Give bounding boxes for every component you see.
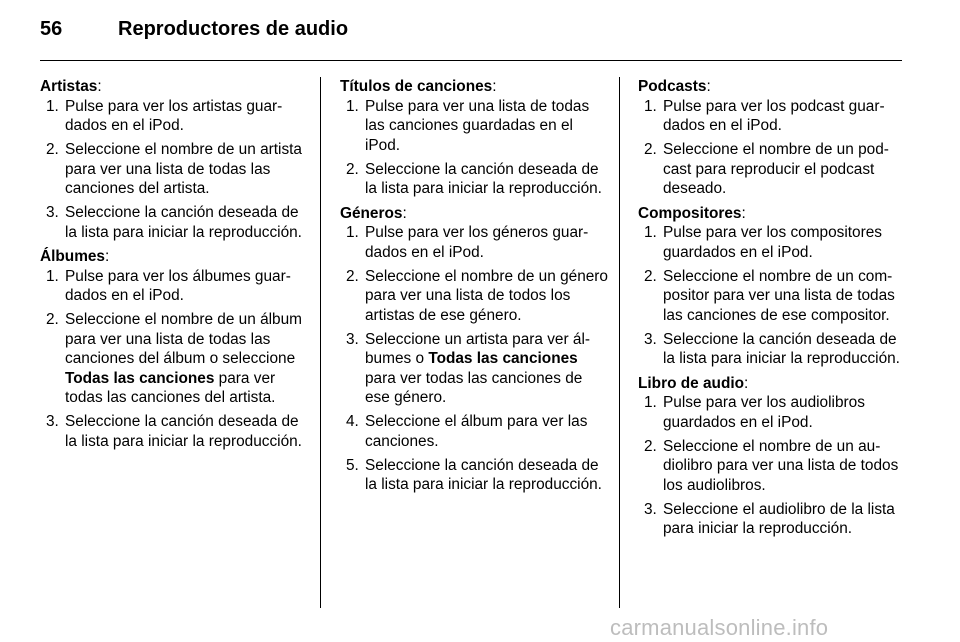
numbered-list xyxy=(40,97,308,243)
list-item xyxy=(40,203,308,242)
section-titulos: Títulos de canciones: 1. Pulse para ver una lista de todas las canciones guardadas en el iPod. 2. Seleccione la canción deseada de la lista para iniciar la reproducción. xyxy=(340,77,608,199)
item-bold-text: Todas las canciones xyxy=(428,350,578,367)
list-item xyxy=(638,140,904,199)
numbered-list xyxy=(638,223,904,369)
item-number: 3. xyxy=(644,500,657,518)
section-generos: Géneros: 1. Pulse para ver los géneros guardados en el iPod. 2. Seleccione el nombre de un género para ver una lista de todos los artistas de ese género. 3. Seleccione un artista para ver álbumes o Todas las canciones para ver todas las canciones de ese género. 4. Seleccione el álbum para ver las canciones. 5. Seleccione la canción deseada de la lista para iniciar la reproducción. xyxy=(340,204,608,493)
list-item xyxy=(40,412,308,451)
item-number: 1. xyxy=(346,97,359,115)
item-text: Seleccione el nombre de un podcast para reproducir el podcast deseado. xyxy=(663,141,889,197)
numbered-list xyxy=(340,97,608,199)
section-artistas: Artistas: 1. Pulse para ver los artistas guardados en el iPod. 2. Seleccione el nombre de un artista para ver una lista de todas las canciones del artista. 3. Seleccione la canción deseada de la lista para iniciar la reproducción. xyxy=(40,77,308,242)
item-text: Seleccione un artista para ver álbumes o xyxy=(365,330,591,367)
item-number: 3. xyxy=(346,330,359,348)
section-title: Títulos de canciones xyxy=(340,78,493,95)
item-number: 1. xyxy=(644,97,657,115)
item-text: Seleccione la canción deseada de la lista para iniciar la reproducción. xyxy=(65,413,302,450)
list-item xyxy=(340,330,608,408)
item-text: Pulse para ver los podcast guardados en el iPod. xyxy=(663,97,885,134)
item-text: Pulse para ver una lista de todas las canciones guardadas en el iPod. xyxy=(365,97,590,154)
item-text: Seleccione el nombre de un artista para ver una lista de todas las canciones del artista. xyxy=(65,141,302,197)
list-item xyxy=(638,267,904,326)
item-number: 3. xyxy=(644,330,657,348)
item-number: 2. xyxy=(644,267,657,285)
item-number: 2. xyxy=(46,141,59,158)
watermark: carmanualsonline.info xyxy=(610,615,829,640)
item-number: 2. xyxy=(46,311,59,328)
list-item xyxy=(638,393,904,432)
item-text: Seleccione la canción deseada de la lista para iniciar la reproducción. xyxy=(663,330,900,367)
item-text: Seleccione el nombre de un género para ver una lista de todos los artistas de ese género. xyxy=(365,267,608,324)
column-divider-1 xyxy=(320,77,321,608)
list-item xyxy=(40,97,308,136)
item-text: Pulse para ver los géneros guardados en el iPod. xyxy=(365,224,589,261)
header-rule xyxy=(40,60,902,61)
item-number: 2. xyxy=(644,437,657,455)
column-1 xyxy=(40,77,308,456)
list-item xyxy=(340,223,608,262)
item-text: para ver todas las canciones de ese género. xyxy=(365,369,583,406)
item-number: 2. xyxy=(644,141,657,158)
list-item xyxy=(340,456,608,495)
item-number: 2. xyxy=(346,267,359,285)
list-item xyxy=(638,330,904,369)
column-2 xyxy=(340,77,608,500)
item-text: Seleccione el nombre de un audiolibro para ver una lista de todos los audiolibros. xyxy=(663,437,899,494)
section-title: Podcasts xyxy=(638,78,707,95)
list-item xyxy=(340,267,608,326)
item-text: Seleccione el nombre de un álbum para ver una lista de todas las canciones del álbum o seleccione xyxy=(65,311,302,367)
item-text: Pulse para ver los álbumes guardados en el iPod. xyxy=(65,267,291,304)
item-text: Seleccione el álbum para ver las canciones. xyxy=(365,413,588,450)
section-title: Libro de audio xyxy=(638,374,745,392)
section-libro-de-audio: Libro de audio: 1. Pulse para ver los audiolibros guardados en el iPod. 2. Seleccione el nombre de un audiolibro para ver una lista de todos los audiolibros. 3. Seleccione el audiolibro de la lista para iniciar la reproducción. xyxy=(638,374,904,539)
list-item xyxy=(40,267,308,306)
item-number: 3. xyxy=(46,204,59,221)
list-item xyxy=(340,412,608,451)
section-compositores: Compositores: 1. Pulse para ver los compositores guardados en el iPod. 2. Seleccione el nombre de un compositor para ver una lista de todas las canciones de ese compositor. 3. Seleccione la canción deseada de la lista para iniciar la reproducción. xyxy=(638,204,904,369)
item-number: 2. xyxy=(346,160,359,178)
numbered-list xyxy=(638,97,904,199)
section-title: Compositores xyxy=(638,204,742,222)
item-number: 1. xyxy=(346,224,359,241)
item-number: 4. xyxy=(346,413,359,430)
page-title: Reproductores de audio xyxy=(118,18,349,40)
section-title: Álbumes xyxy=(40,248,105,265)
item-number: 1. xyxy=(644,394,657,411)
list-item xyxy=(638,437,904,496)
item-text: Seleccione la canción deseada de la lista para iniciar la reproducción. xyxy=(65,204,302,241)
item-number: 3. xyxy=(46,413,59,430)
list-item xyxy=(40,310,308,408)
numbered-list xyxy=(340,223,608,495)
list-item xyxy=(40,140,308,199)
item-text: Seleccione la canción deseada de la lista para iniciar la reproducción. xyxy=(365,456,602,493)
item-number: 1. xyxy=(46,97,59,115)
item-text: Pulse para ver los artistas guardados en el iPod. xyxy=(65,97,283,134)
item-number: 1. xyxy=(644,224,657,241)
list-item xyxy=(638,500,904,539)
section-podcasts: Podcasts: 1. Pulse para ver los podcast guardados en el iPod. 2. Seleccione el nombre de un podcast para reproducir el podcast deseado. xyxy=(638,77,904,199)
list-item xyxy=(340,97,608,156)
list-item xyxy=(340,160,608,199)
section-title: Géneros xyxy=(340,204,403,222)
list-item xyxy=(638,223,904,262)
item-text: Seleccione la canción deseada de la lista para iniciar la reproducción. xyxy=(365,160,602,197)
section-albumes: Álbumes: 1. Pulse para ver los álbumes guardados en el iPod. 2. Seleccione el nombre de un álbum para ver una lista de todas las canciones del álbum o seleccione Todas las canciones para ver todas las canciones del artista. 3. Seleccione la canción deseada de la lista para iniciar la reproducción. xyxy=(40,247,308,451)
list-item xyxy=(638,97,904,136)
item-text: Seleccione el audiolibro de la lista para iniciar la reproducción. xyxy=(663,500,895,537)
item-number: 1. xyxy=(46,267,59,285)
column-divider-2 xyxy=(619,77,620,608)
column-3 xyxy=(638,77,904,544)
numbered-list xyxy=(638,393,904,539)
item-text: para ver todas las canciones del artista. xyxy=(65,369,276,406)
item-text: Seleccione el nombre de un compositor para ver una lista de todas las canciones de ese compositor. xyxy=(663,267,895,324)
item-text: Pulse para ver los audiolibros guardados en el iPod. xyxy=(663,394,865,431)
item-text: Pulse para ver los compositores guardados en el iPod. xyxy=(663,224,882,261)
item-bold-text: Todas las canciones xyxy=(65,369,215,387)
item-number: 5. xyxy=(346,456,359,474)
page-number: 56 xyxy=(40,18,63,40)
numbered-list xyxy=(40,267,308,452)
section-title: Artistas xyxy=(40,78,98,95)
